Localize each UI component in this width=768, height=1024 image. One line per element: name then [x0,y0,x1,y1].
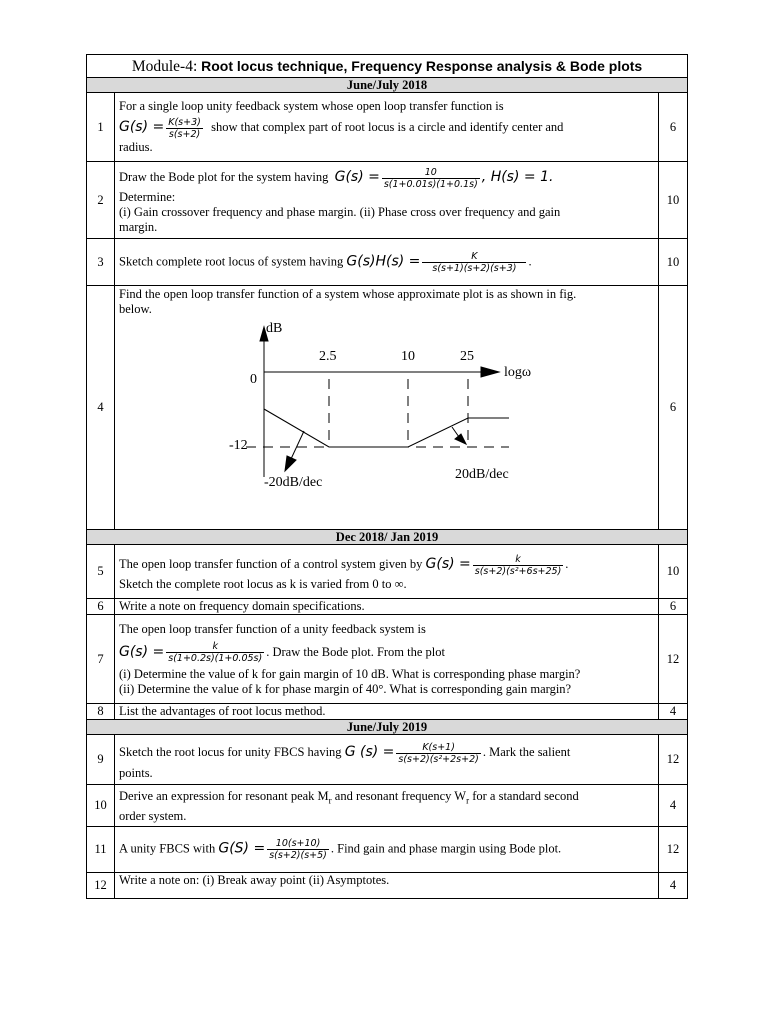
question-row-10 [87,785,688,827]
module-prefix: Module-4: [131,57,202,75]
fraction [166,641,264,664]
text-line: below. [119,302,152,316]
text-line: Sketch the complete root locus as k is varied from 0 to ∞. [119,577,407,591]
text-line: For a single loop unity feedback system whose open loop transfer function is [119,99,504,113]
denominator: s(s+2)(s²+6s+25) [474,565,562,577]
equation-rhs: , H(s) = 1. [481,169,554,186]
text-span: . Draw the Bode plot. From the plot [266,644,445,659]
numerator: K(s+1) [422,741,455,753]
question-row-6 [87,599,688,615]
question-text [115,93,659,162]
text-line [119,551,654,577]
fraction [422,251,526,274]
section-heading: June/July 2018 [87,78,688,93]
text-line [119,114,654,140]
section-row [87,530,688,545]
module-title [87,55,688,78]
frequency-label-2: 10 [401,349,415,364]
question-number: 1 [87,93,115,162]
text-span: . [528,253,532,268]
question-row-5 [87,545,688,599]
title-row [87,55,688,78]
numerator: k [515,553,521,565]
question-row-9 [87,735,688,785]
slope-pointer-left [291,431,304,459]
slope-arrow-left [285,456,296,471]
text-line: Determine: [119,189,176,204]
marks: 12 [659,827,688,873]
question-text [115,785,659,827]
text-line: (i) Gain crossover frequency and phase margin. (ii) Phase cross over frequency and gain [119,204,561,219]
text-span: . Find gain and phase margin using Bode plot. [330,841,562,856]
frequency-label-1: 2.5 [319,349,337,364]
fraction [473,554,564,577]
question-text: List the advantages of root locus method. [115,704,659,720]
marks: 4 [659,704,688,720]
question-number: 10 [87,785,115,827]
equation-lhs: G(s) = [334,169,380,186]
text-span: The open loop transfer function of a control system given by [119,557,423,571]
fraction [267,838,329,861]
marks: 10 [659,545,688,599]
numerator: 10 [424,166,437,178]
denominator: s(s+1)(s+2)(s+3) [422,262,526,274]
question-number: 8 [87,704,115,720]
question-row-11 [87,827,688,873]
marks: 6 [659,93,688,162]
marks: 4 [659,785,688,827]
text-span: for a standard second [469,788,579,803]
slope-arrow-right [455,434,466,444]
section-row [87,78,688,93]
question-number: 4 [87,286,115,530]
question-text [115,615,659,704]
text-line [119,738,654,766]
magnitude-curve [264,409,509,447]
question-row-7 [87,615,688,704]
text-span: A unity FBCS with [119,841,216,856]
slope-label-left: -20dB/dec [264,475,323,490]
equation-lhs: G (s) = [344,744,395,760]
text-line: (ii) Determine the value of k for phase margin of 40°. What is corresponding gain margin? [119,681,572,696]
question-number: 3 [87,239,115,286]
denominator: s(s+2)(s²+2s+2) [398,753,479,765]
bode-plot [119,317,539,517]
marks: 10 [659,239,688,286]
denominator: s(s+2) [166,128,203,140]
section-row [87,720,688,735]
text-line: (i) Determine the value of k for gain margin of 10 dB. What is corresponding phase margin? [119,666,581,681]
question-number: 12 [87,873,115,899]
question-text [115,239,659,286]
slope-label-right: 20dB/dec [455,467,509,482]
x-axis-arrow [481,367,499,377]
equation-lhs: G(s) = [119,643,165,660]
question-number: 11 [87,827,115,873]
denominator: s(s+2)(s+5) [269,850,327,861]
text-span: Sketch the root locus for unity FBCS having [119,745,342,759]
denominator: s(1+0.01s)(1+0.1s) [383,178,478,190]
text-line: order system. [119,809,187,824]
text-line: margin. [119,219,158,234]
numerator: 10(s+10) [275,838,321,849]
question-number: 5 [87,545,115,599]
section-heading: Dec 2018/ Jan 2019 [87,530,688,545]
text-line: Find the open loop transfer function of a system whose approximate plot is as shown in fig. [119,287,577,301]
numerator: K(s+3) [168,116,201,128]
question-row-1 [87,93,688,162]
marks: 12 [659,735,688,785]
fraction [166,117,203,140]
numerator: K [471,250,478,262]
x-axis-label: logω [504,365,532,380]
bode-figure [119,317,654,529]
denominator: s(1+0.2s)(1+0.05s) [168,653,263,665]
section-heading: June/July 2019 [87,720,688,735]
question-text [115,162,659,239]
text-line: The open loop transfer function of a unity feedback system is [119,621,426,636]
question-number: 7 [87,615,115,704]
text-line [119,637,654,667]
numerator: k [212,641,218,653]
subscript: r [328,795,332,806]
question-text [115,545,659,599]
text-span: . [565,557,569,571]
question-text: Write a note on: (i) Break away point (ii) Asymptotes. [115,873,659,899]
question-number: 2 [87,162,115,239]
question-text [115,827,659,873]
zero-label: 0 [250,372,257,387]
question-row-2 [87,162,688,239]
marks: 10 [659,162,688,239]
equation-lhs: G(S) = [218,840,266,857]
text-span: show that complex part of root locus is a circle and identify center and [211,120,564,134]
text-line: points. [119,766,153,780]
question-row-3 [87,239,688,286]
question-text [115,286,659,530]
question-row-8 [87,704,688,720]
module-topic: Root locus technique, Frequency Response analysis & Bode plots [201,57,643,74]
minus12-label: -12 [229,438,248,453]
question-number: 6 [87,599,115,615]
subscript: r [466,795,470,806]
question-row-4 [87,286,688,530]
text-span: Draw the Bode plot for the system having [119,170,329,185]
equation-lhs: G(s) = [119,119,165,135]
slope-pointer-right [452,427,459,437]
question-number: 9 [87,735,115,785]
marks: 4 [659,873,688,899]
text-span: and resonant frequency W [331,788,467,803]
equation-lhs: G(s)H(s) = [346,252,421,269]
text-span: Sketch complete root locus of system having [119,253,344,268]
text-span: . Mark the salient [482,745,571,759]
question-row-12 [87,873,688,899]
text-line [119,787,654,810]
marks: 12 [659,615,688,704]
frequency-label-3: 25 [460,349,474,364]
text-line: radius. [119,140,153,154]
text-span: Derive an expression for resonant peak M [119,788,329,803]
y-axis-label: dB [266,321,283,336]
equation-lhs: G(s) = [425,556,471,572]
question-text [115,735,659,785]
marks: 6 [659,286,688,530]
fraction [396,742,480,765]
text-line [119,165,654,190]
question-text: Write a note on frequency domain specifications. [115,599,659,615]
fraction [382,167,480,190]
marks: 6 [659,599,688,615]
question-table [86,54,688,899]
